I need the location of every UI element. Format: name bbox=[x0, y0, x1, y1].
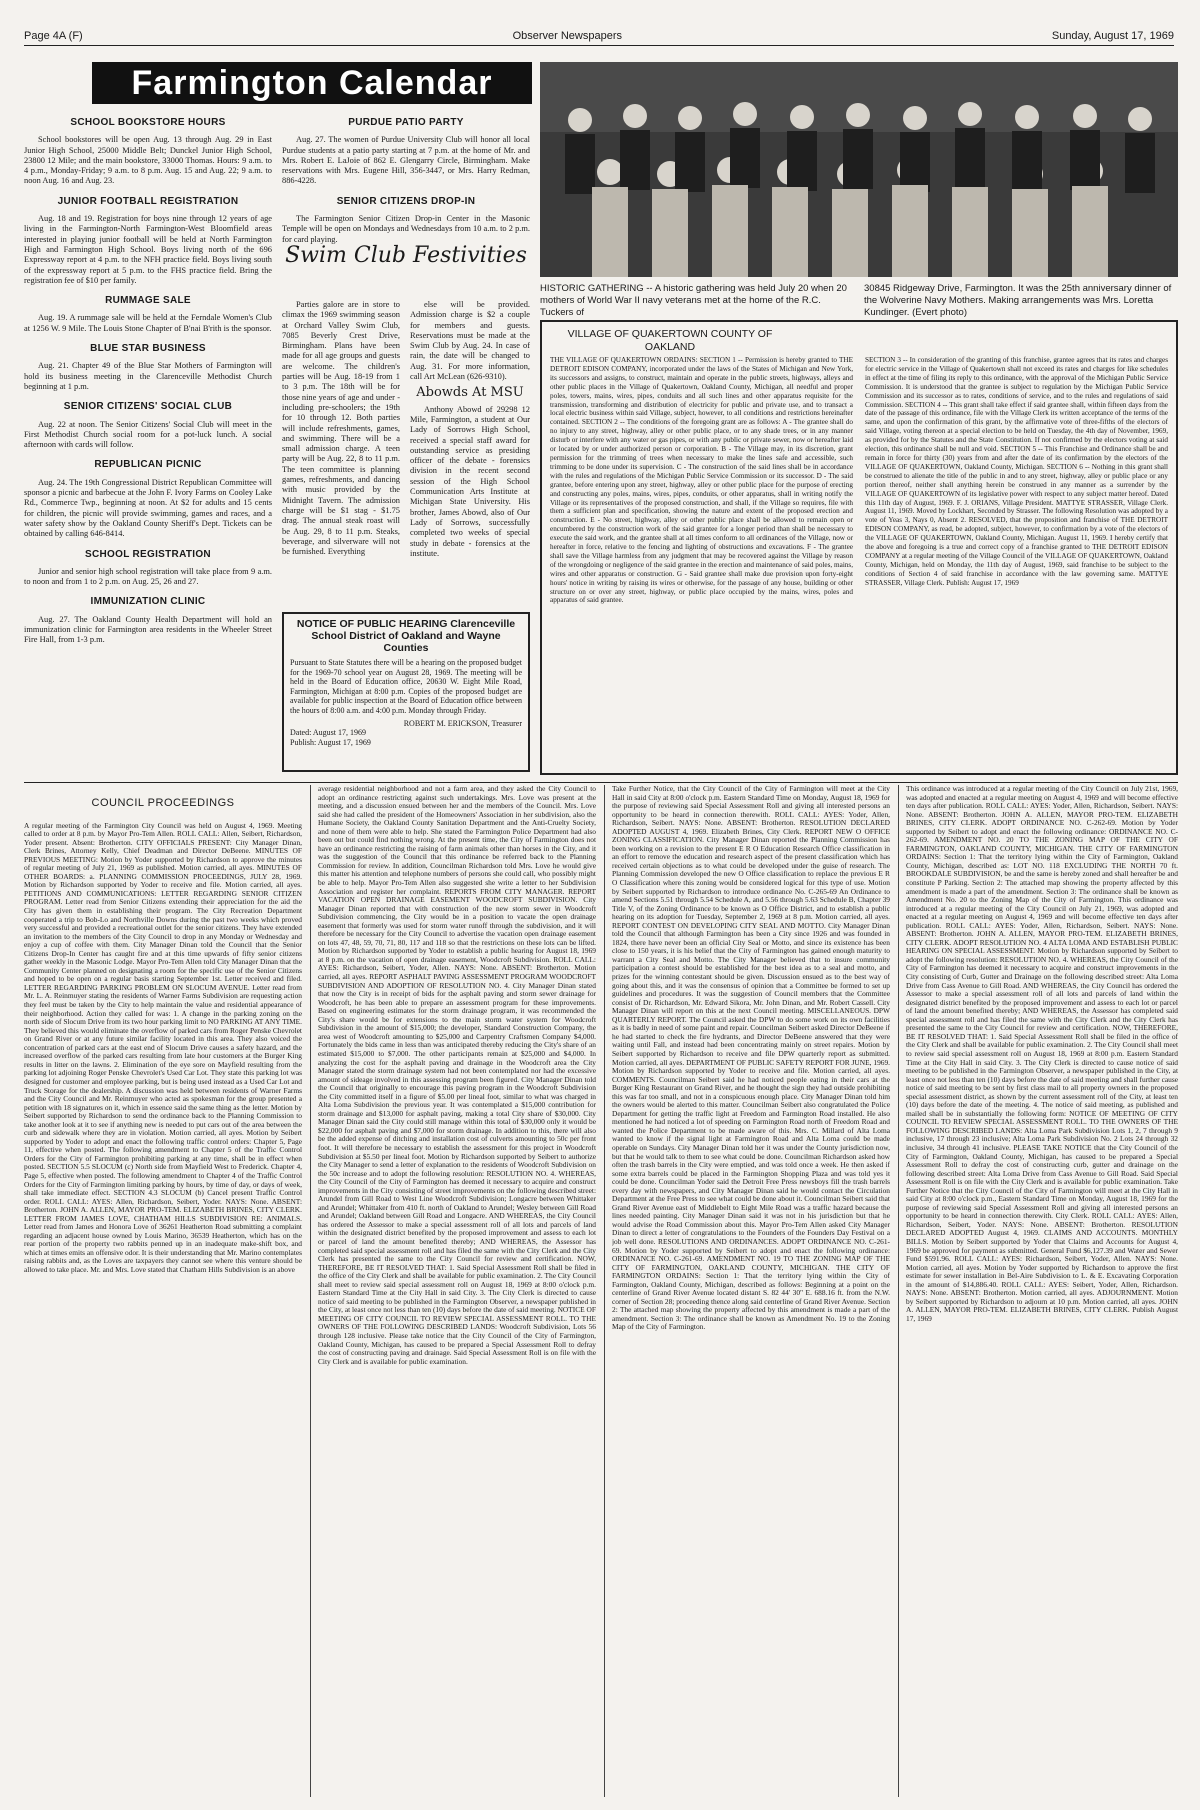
historic-gathering-photo bbox=[540, 62, 1178, 277]
council-proceedings bbox=[24, 785, 1178, 1805]
group-photo-image bbox=[540, 62, 1178, 277]
village-notice-col2: SECTION 3 -- In consideration of the granting of this franchise, grantee agrees that its rates and charges for electric service in the Village of Quakertown shall not exceed its rates and charges for like schedules in effect at the time of filing its reply to this ordinance, with the approval of the Michigan Public Service Commission. It is understood that the grantee is subject to regulation by the Michigan Public Service Commission and its successor as to rates, conditions of service, and to the rules and regulations of said Commission. SECTION 4 -- This grant shall take effect if said grantee shall, within fifteen days from the date of the passage of this ordinance, file with the Village Clerk its written acceptance of the terms of the same, and upon the confirmation of this grant, by the affirmative vote of three-fifths of the electors of said Village, voting thereon at a special election to be held on Tuesday, the 4th day of November, 1969, as provided for by the Statutes and the State Constitution. If not confirmed by the electors voting at said election, this ordinance shall be null and void. SECTION 5 -- This Franchise and Ordinance shall be and remain in force for thirty (30) years from and after the date of its confirmation by the electors of the VILLAGE OF QUAKERTOWN, Oakland County, Michigan. SECTION 6 -- Nothing in this grant shall be construed to alienate the title of the public in and to any street, highway, alley or public place or any portion thereof, neither shall anything herein be construed in any manner as a surrender by the VILLAGE OF QUAKERTOWN of its legislative power with respect to any subject matter hereof. Dated this 11th day of August, 1969. F. J. ORIANS, Village President. MATTYE STRASSER, Village Clerk. August 11, 1969. Moved by Lockhart, Seconded by Strasser. The following Resolution was adopted by a vote of Yeas 3, Nays 0, Absent 2. RESOLVED, that the proposition and franchise of THE DETROIT EDISON COMPANY, as read, be adopted, subject, however, to confirmation by a vote of the electors of the VILLAGE OF QUAKERTOWN, Oakland County, Michigan. August 11, 1969. I hereby certify that the above and foregoing is a true and correct copy of a franchise granted to THE DETROIT EDISON COMPANY at a regular meeting of the Village Council of the VILLAGE OF QUAKERTOWN, Oakland County, Michigan, held on Monday, the 11th day of August, 1969, said franchise to be subject to the conditions of Section 4 of said franchise in accordance with the law governing same. MATTYE STRASSER, Village Clerk. Publish: August 17, 1969 bbox=[865, 356, 1168, 587]
heading-abowds: Abowds At MSU bbox=[416, 385, 524, 401]
swim-club-paragraph-a: Parties galore are in store to climax the 1969 swimming season at Orchard Valley Swim Club, 7085 Beverly Crest Drive, Birmingham. Plans have been made for all age groups and guests are welcome. The children's parties will be Aug. 18-19 from 1 to 3 p.m. The 18th will be for those nine years of age and under - including pre-schoolers; the 19th for 10 through 12. Both parties will include refreshments, games, and swimming. There will be a small admission charge. A teen party will be Aug. 22, 8 to 11 p.m. The teen committee is planning games, refreshments, and dancing with music provided by the Midnight Tavern. The admission charge will be $1 stag - $1.75 drag. The annual steak roast will be Aug. 29, 8 to 11 p.m. Steaks, beverage, and silverware will not be furnished. Everything bbox=[282, 300, 400, 557]
text-senior-dropin: The Farmington Senior Citizen Drop-in Center in the Masonic Temple will be open on Mondays and Wednesdays from 10 a.m. to 2 p.m. for card playing. bbox=[282, 214, 530, 244]
photo-caption bbox=[540, 283, 1178, 319]
heading-immunization: IMMUNIZATION CLINIC bbox=[90, 596, 206, 608]
heading-republican-picnic: REPUBLICAN PICNIC bbox=[94, 459, 202, 471]
text-purdue-patio: Aug. 27. The women of Purdue University Club will honor all local Purdue students at a patio party starting at 7 p.m. at the home of Mr. and Mrs. Robert E. LaJoie of 862 E. Glengarry Circle, Birmingham. Make reservations with Mrs. Eugene Hill, 356-3447, or Mrs. Harry Redman, 886-4228. bbox=[282, 135, 530, 186]
text-republican-picnic: Aug. 24. The 19th Congressional District Republican Committee will sponsor a picnic and barbecue at the John F. Ivory Farms on Cooley Lake Rd., Commerce Twp., beginning at noon. At $2 for adults and 15 cents for children, the picnic will provide swimming, games and races, and a water safety show by the Oakland County Sheriff's Dept. Tickets can be obtained by calling 646-8414. bbox=[24, 477, 272, 539]
text-immunization: Aug. 27. The Oakland County Health Department will hold an immunization clinic for Farmington area residents in the Wheeler Street Fire Hall, from 1-3 p.m. bbox=[24, 614, 272, 645]
council-col1 bbox=[24, 785, 302, 1797]
text-blue-star: Aug. 21. Chapter 49 of the Blue Star Mothers of Farmington will hold its business meeting in the Clarenceville Methodist Church beginning at 1 p.m. bbox=[24, 361, 272, 391]
public-hearing-title: NOTICE OF PUBLIC HEARING Clarenceville School District of Oakland and Wayne Counties bbox=[296, 618, 516, 654]
publisher-name: Observer Newspapers bbox=[512, 30, 622, 42]
text-school-bookstore: School bookstores will be open Aug. 13 through Aug. 29 in East Junior High School, 25000 Middle Belt; Dunckel Junior High School, 23800 12 Mile; and the main bookstore, 33000 Thomas. Hours: 9 a.m. to 4 p.m., Monday-Friday; 9 a.m. to 8 p.m. Aug. 15 and Aug. 22; 9 a.m. to noon Aug. 16 and Aug. 23. bbox=[24, 135, 272, 186]
village-notice bbox=[540, 320, 1178, 775]
text-school-registration: Junior and senior high school registration will take place from 9 a.m. to noon and from 1 to 2 p.m. on Aug. 25, 26 and 27. bbox=[24, 566, 272, 587]
council-col2 bbox=[318, 785, 596, 1797]
heading-school-bookstore: SCHOOL BOOKSTORE HOURS bbox=[70, 117, 226, 128]
public-hearing-dated: Dated: August 17, 1969 bbox=[290, 728, 366, 738]
caption-right: 30845 Ridgeway Drive, Farmington. It was the 25th anniversary dinner of the Wolverine Navy Mothers. Making arrangements was Mrs. Loretta Kundinger. (Evert photo) bbox=[864, 283, 1172, 318]
swim-club-paragraph-b: else will be provided. Admission charge is $2 a couple for members and guests. Reservations must be made at the Swim Club by Aug. 24. In case of rain, the date will be changed to Aug. 31. For more information, call Art McLean (626-9310). bbox=[410, 300, 530, 382]
issue-date: Sunday, August 17, 1969 bbox=[1051, 30, 1174, 42]
village-notice-col1: THE VILLAGE OF QUAKERTOWN ORDAINS: SECTION 1 -- Permission is hereby granted to THE DETROIT EDISON COMPANY, incorporated under the laws of the States of Michigan and New York, its successors and assigns, to construct, maintain and operate in the public streets, highways, alleys and other public places in the Village of Quakertown, Oakland County, Michigan, all needful and proper poles, towers, mains, wires, pipes, conduits and all such lines and other apparatus requisite for the transmission, transforming and distribution of electricity for public and private use, and to transact a local electric business within said Village, subject, however, to all conditions and restrictions hereinafter contained. SECTION 2 -- The conditions of the foregoing grant are as follows: A - The grantee shall do no injury to any street, highway, alley or other public place, or to any shade trees, or in any manner disturb or interfere with any water or gas pipes, or with any public or private sewer, now or hereafter laid or located by or under authorized person or corporation. B - The Village may, in its discretion, grant permission for the trimming of trees when necessary to make the lines safe and accessible, such trimming to be done under its supervision. C - The construction of the said lines shall be in accordance with the rules and regulations of the Michigan Public Service Commission or its successor. D - The said grantee, before entering upon any street, highway, alley or other public place for the purpose of erecting and constructing any poles, mains, wires, pipes, conduits, or other apparatus, shall in writing notify the Village or its representatives of the proposed construction, and shall, if the Village so requires, file with them a sufficient plan and specification, showing the nature and extent of the proposed erection and construction. E - No street, highway, alley or other public place shall be allowed to remain open or encumbered by the construction work of the said grantee for a longer period than shall be necessary to execute the said work, and the grantee shall at all times conform to all ordinances of the Village, now or hereafter in force, relative to the fencing and lighting of obstructions and excavations. F - The grantee shall save the Village harmless from any judgment that may be recovered against the Village by reason of the wrongdoing or negligence of the said grantee in the erection and maintenance of said poles, mains, wires and other apparatus or construction. G - Said grantee shall make due provision upon forty-eight hours' notice in writing by raising its wires or otherwise, for the passage of any house, building or other structure on or over any street, highway, or public place occupied by the mains, wires, poles and apparatus of said grantee. bbox=[550, 356, 853, 605]
caption-left: HISTORIC GATHERING -- A historic gathering was held July 20 when 20 mothers of World War II navy veterans met at the home of the R.C. Tuckers of bbox=[540, 283, 847, 318]
section-banner: Farmington Calendar bbox=[92, 62, 532, 104]
page-number: Page 4A (F) bbox=[24, 30, 83, 42]
council-col2-text: average residential neighborhood and not a farm area, and they asked the City Council to adopt an ordinance restricting against such undertakings. Mrs. Love was present at the meeting, and a discussion ensued between her and the members of the Council. Mrs. Love said she had called the president of the Homeowners' Association in her subdivision, also the Humane Society, the Oakland County Sanitation Department and the Anti-Cruelty Society, and none of them were able to help. She stated the Farmington Police Department had also been out but could find nothing wrong. At the present time, the City of Farmington does not have an ordinance restricting the raising of farm animals other than horses in the City, and it was the suggestion of the Council that this ordinance be referred back to the Planning Commission for review. In addition, Councilman Richardson told Mrs. Love he would give this matter his attention and telephone numbers of persons she could call, who possibly might be able to help. Mayor Pro-Tem Allen also suggested she write a letter to her Subdivision Association and register her complaint. REPORTS FROM CITY MANAGER. REPORT VACATION OPEN DRAINAGE EASEMENT WOODCROFT SUBDIVISION. City Manager Dinan reported that with construction of the new storm sewer in Woodcroft Subdivision commencing, the City would be in a position to vacate the open drainage easement that formerly was used for storm water runoff through the subdivision, and it will therefore be necessary for the City Council to advertise the vacation open drainage easement on lots 47, 48, 59, 70, 71, 80, 117 and 118 so that the restrictions on these lots can be lifted. Motion by Richardson supported by Yoder to establish a public hearing for August 18, 1969 at 8 p.m. on the vacation of open drainage easement, Woodcroft Subdivision. ROLL CALL: AYES: Richardson, Seibert, Yoder, Allen. NAYS: None. ABSENT: Brotherton. Motion carried, all ayes. REPORT ASPHALT PAVING ASSESSMENT PROGRAM WOODCROFT SUBDIVISION AND ADOPTION OF RESOLUTION NO. 4. City Manager Dinan stated that now the City is in receipt of bids for the asphalt paving and storm sewer drainage for Woodcroft, he has been able to prepare an assessment program for these improvements. Based on engineering estimates for the storm drainage program, it was recommended the City's share would be for extensions to the main storm water system for Woodcroft Subdivision in the amount of $15,000; the developer, Standard Construction Company, the area west of Woodcroft amounting to $25,000 and Carpentry Craftsmen Company $4,000. Fortunately the bids came in less than was anticipated thereby reducing the City's share of an estimated $15,000 to $7,000. The other participants remain at $25,000 and $4,000. In analyzing the cost for the asphalt paving and drainage in the Woodcroft area the City Manager stated the storm drainage system had not been contemplated nor had the excessive amount of sideage involved in this assessing program been figured. City Manager Dinan told the Council that originally to encourage this paving program in the Woodcroft Subdivision the City committed itself in a figure of $5.00 per lineal foot, similar to what was charged in Alta Loma Subdivision the previous year. It was contemplated a $15,000 contribution for storm drainage and $13,000 for asphalt paving, making a total City share of $30,000. City Manager Dinan said the City could still manage within this total of $30,000 only it would be $22,000 for asphalt paving and $7,000 for storm drainage. In addition to this, there will also be the added expense of ditching and installation cost of culverts amounting to 50c per front foot. It will therefore be necessary to establish the assessment for this project in Woodcroft Subdivision at $5.50 per lineal foot. Motion by Richardson supported by Seibert to authorize the City Manager to send a letter of explanation to the residents of Woodcroft Subdivision on the 50c increase and to adopt the following resolution: RESOLUTION NO. 4. WHEREAS, the City Council of the City of Farmington has deemed it necessary to acquire and construct improvements in the City consisting of street improvements on the following described street: Arundel from Gill Road to West Line Woodcroft Subdivision; Longacre between Whittaker and Arundel; Whittaker from 410 ft. north of Oakland to Arundel; Wesley between Gill Road and Arundel; Oakland between Gill Road and Longacre. AND WHEREAS, the City Council has ordered the Assessor to make a special assessment roll of all lots and parcels of land within the designated district benefited by the proposed improvement and assess to each lot or parcel of land the amount benefited thereby; AND WHEREAS, the Assessor has completed said special assessment roll and has filed the same with the City Clerk and the City Clerk has presented the same to the City Council for review and certification. NOW, THEREFORE, BE IT RESOLVED THAT: 1. Said Special Assessment Roll shall be filed in the office of the City Clerk and shall be available for public examination. 2. The City Council shall meet to review said special assessment roll on August 18, 1969 at 8:00 o'clock p.m. Eastern Standard Time at the City Hall in said City. 3. The City Clerk is directed to cause notice of said meeting to be published in the Farmington Observer, a newspaper published in the City, at least once not less than ten (10) days before the date of said meeting. NOTICE OF MEETING OF CITY COUNCIL TO REVIEW SPECIAL ASSESSMENT ROLL. TO THE OWNERS OF THE FOLLOWING DESCRIBED LANDS: Woodcroft Subdivision, Lots 56 through 128 inclusive. Please take notice that the City Council of the City of Farmington, Oakland County, Michigan, has caused to be prepared a Special Assessment Roll to defray the cost of constructing paving and drainage. Said Special Assessment Roll is on file with the City Clerk and is available for public examination. bbox=[318, 785, 596, 1366]
text-abowds: Anthony Abowd of 29298 12 Mile, Farmington, a student at Our Lady of Sorrows High School, received a special staff award for outstanding service as presiding officer of the debate - forensics division in the recent second session of the High School Communication Arts Institute at Michigan State University. His brother, James Abowd, also of Our Lady of Sorrows, successfully completed two weeks of special study in debate - forensics at the institute. bbox=[410, 404, 530, 558]
calendar-column-left bbox=[24, 108, 272, 778]
heading-rummage-sale: RUMMAGE SALE bbox=[105, 295, 191, 307]
column-rule-3 bbox=[898, 785, 899, 1797]
text-senior-social: Aug. 22 at noon. The Senior Citizens' Social Club will meet in the First Methodist Church social room for a pot-luck lunch. A social afternoon with cards will follow. bbox=[24, 419, 272, 450]
section-divider bbox=[24, 782, 1178, 783]
page-header bbox=[24, 30, 1174, 46]
text-junior-football: Aug. 18 and 19. Registration for boys nine through 12 years of age living in the Farmington-North Farmington-West Bloomfield areas interested in playing junior football will be held at North Farmington High and Farmington High School. Boys living north of the 696 Expressway report at 4 p.m. to the NFH practice field. Boys living south of the expressway report at 5 p.m. to the FHS practice field. Bring the registration fee of $10 per family. bbox=[24, 214, 272, 285]
column-rule-1 bbox=[310, 785, 311, 1797]
swim-club-text-b bbox=[410, 300, 530, 600]
heading-junior-football: JUNIOR FOOTBALL REGISTRATION bbox=[57, 195, 239, 207]
public-hearing-publish: Publish: August 17, 1969 bbox=[290, 737, 371, 747]
text-rummage-sale: Aug. 19. A rummage sale will be held at the Ferndale Women's Club at 1256 W. 9 Mile. The Louis Stone Chapter of B'nai B'rith is the sponsor. bbox=[24, 313, 272, 333]
heading-purdue-patio: PURDUE PATIO PARTY bbox=[348, 117, 464, 128]
heading-senior-social: SENIOR CITIZENS' SOCIAL CLUB bbox=[63, 401, 233, 413]
village-notice-title: VILLAGE OF QUAKERTOWN COUNTY OF OAKLAND bbox=[567, 328, 773, 353]
heading-school-registration: SCHOOL REGISTRATION bbox=[85, 548, 211, 560]
public-hearing-signer: ROBERT M. ERICKSON, Treasurer bbox=[403, 718, 522, 728]
council-col1-text: A regular meeting of the Farmington City Council was held on August 4, 1969. Meeting called to order at 8 p.m. by Mayor Pro-Tem Allen. ROLL CALL: Allen, Seibert, Richardson, Yoder present. Absent: Brotherton. CITY OFFICIALS PRESENT: City Manager Dinan, Clerk Brines, Attorney Kelly, Chief Deadman and Director DeBeene. MINUTES OF PREVIOUS MEETING: Motion by Yoder supported by Richardson to approve the minutes of regular meeting of July 21, 1969 as published. Motion carried, all ayes. MINUTES OF OTHER BOARDS: a. PLANNING COMMISSION PROCEEDINGS, JULY 28, 1969. Motion by Richardson supported by Yoder to receive and file. Motion carried, all ayes. PETITIONS AND COMMUNICATIONS: LETTER REGARDING SENIOR CITIZEN PROGRAM. Letter read from Senior Citizens extending their appreciation for the aid the City has given them in establishing their program. The City Recreation Department cooperated a trip to Bob-Lo and Northville Downs during the past two weeks which proved very successful and provided a recreational outlet for the senior citizens. They have extended an invitation to the members of the City Council to drop in any Monday or Wednesday and enjoy a cup of coffee with them. City Manager Dinan told the Council that the Senior Citizens Drop-In Center has caught fire and at this time upwards of fifty senior citizens gather weekly in the Masonic Lodge. Mayor Pro-Tem Allen told City Manager Dinan that the Community Center planned on designating a room for the specific use of the Senior Citizens and hoped to be open on a regular basis starting September 1st. Letter received and filed. LETTER REGARDING PARKING PROBLEM ON SLOCUM AVENUE. Letter read from Mr. L. A. Reinmuyer stating the residents of Warner Farms Subdivision are requesting action they feel must be taken by the City to help maintain the value and residential appearance of their neighborhood. Action they called for was: 1. A change in the parking zoning on the north side of Slocum Drive from its two hour parking limit to NO PARKING AT ANY TIME. They believed this would eliminate the overflow of parked cars from Roger Penske Chevrolet on Grand River or at any future similar facility located in this area. They also voiced the concentration of parked cars at the east end of Slocum Drive causes a safety hazard, and the increased overflow of the parked cars resulting from late hour customers at the Burger King results in litter on the lawns. 2. Elimination of the eye sore on Mayfield resulting from the parking lot adjoining Roger Penske Chevrolet's Used Car Lot. They state this parking lot was designed for customer and employee parking, but is being used instead as a Used Car Lot and Truck Storage for the dealership. A discussion was held between residents of Warner Farms and the City Council and Mr. Reinmuyer who acted as spokesman for the group presented a petition with 18 signatures on it, which in essence said the same thing as the letter. Motion by Seibert supported by Richardson to send the ordinance back to the Planning Commission to take another look at it to see if anything new is needed to put cars out of the area between the curb and sidewalk where they are in violation. Motion carried, all ayes. Motion by Seibert supported by Yoder to adopt and enact the following traffic control orders: Chapter 5, Page 11, effective when posted. The following amendment to Chapter 5 of the Traffic Control Orders for the City of Farmington prohibiting parking at any time, shall be in effect when posted. SECTION 5.5 SLOCUM (c) North side from Mayfield West to Frederick. Chapter 4, Page 5, effective when posted. The following amendment to Chapter 4 of the Traffic Control Orders for the City of Farmington limiting parking by hours, by time of day, or days of week, shall take immediate effect. SECTION 4.3 SLOCUM (b) Cancel present Traffic Control order. ROLL CALL: AYES: Allen, Richardson, Seibert, Yoder. NAYS: None. ABSENT: Brotherton. JOHN A. ALLEN, MAYOR PRO-TEM. ELIZABETH BRINES, CITY CLERK. LETTER FROM JAMES LOVE, CHATHAM HILLS SUBDIVISION RE: ANIMALS. Letter read from James and Honora Love of 36261 Heatherton Road submitting a complaint regarding an adjacent house owned by Louis Marino, 36539 Heatherton, which has on the rear portion of the property two rabbits penned up in an inadequate make-shift box, and which at times emits an offensive odor. It is their understanding that Mr. Marino contemplates raising rabbits and, as the Loves are taxpayers they cannot see where this venture should be allowed to take place. Mr. and Mrs. Love stated that Chatham Hills Subdivision is an above bbox=[24, 820, 302, 1274]
council-col4-text: This ordinance was introduced at a regular meeting of the City Council on July 21st, 1969, was adopted and enacted at a regular meeting on August 4, 1969 and will become effective ten days after publication. ROLL CALL: AYES: Yoder, Allen, Richardson, Seibert. NAYS: None. ABSENT: Brotherton. JOHN A. ALLEN, MAYOR PRO-TEM. ELIZABETH BRINES, CITY CLERK. ADOPT ORDINANCE NO. C-262-69. Motion by Yoder supported by Seibert to adopt and enact the following ordinance: ORDINANCE NO. C-262-69. AMENDMENT NO. 20 TO THE ZONING MAP OF THE CITY OF FARMINGTON, OAKLAND COUNTY, MICHIGAN. THE CITY OF FARMINGTON ORDAINS: Section 1: That the territory lying within the City of Farmington, Oakland County, Michigan, described as: LOT NO. 118 EXCLUDING THE NORTH 70 ft. BROOKDALE SUBDIVISION, be and the same is hereby zoned and shall hereafter be and constitute P Parking. Section 2: The attached map showing the property affected by this amendment is made a part of the amendment. Section 3: The ordinance shall be known as Amendment No. 20 to the Zoning Map of the City of Farmington. This ordinance was introduced at a regular meeting of the City Council on July 21, 1969, was adopted and enacted at a regular meeting on August 4, 1969 and will become effective ten days after publication. ROLL CALL: AYES: Yoder, Allen, Richardson, Seibert. NAYS: None. ABSENT: Brotherton. JOHN A. ALLEN, MAYOR PRO-TEM. ELIZABETH BRINES, CITY CLERK. ADOPT RESOLUTION NO. 4 ALTA LOMA AND ESTABLISH PUBLIC HEARING ON SPECIAL ASSESSMENT. Motion by Richardson supported by Seibert to adopt the following resolution: RESOLUTION NO. 4. WHEREAS, the City Council of the City of Farmington has deemed it necessary to acquire and construct improvements in the City consisting of Curb, Gutter and Drainage on the following described street: Alta Loma Drive from Cass Avenue to Gill Road. AND WHEREAS, the City Council has ordered the Assessor to make a special assessment roll of all lots and parcels of land within the designated district benefited by the proposed improvement and assess to each lot or parcel of land the amount benefited thereby; AND WHEREAS, the Assessor has completed said special assessment roll and has filed the same with the City Clerk and the City Clerk has presented the same to the City Council for review and certification. NOW, THEREFORE, BE IT RESOLVED THAT: 1. Said Special Assessment Roll shall be filed in the office of the City Clerk and shall be available for public examination. 2. The City Council shall meet to review said special assessment roll on August 18, 1969 at 8:00 p.m. Eastern Standard Time at the City Hall in said City. 3. The City Clerk is directed to cause notice of said meeting to be published in the Farmington Observer, a newspaper published in the City, at least once not less than ten (10) days before the date of said meeting and shall further cause notice of said meeting to be sent by first class mail to all property owners in the proposed special assessment district, as shown by the current assessment roll of the City, at least ten (10) days before the date of the meeting. 4. The notice of said meeting, as published and mailed shall be in substantially the following form: NOTICE OF MEETING OF CITY COUNCIL TO REVIEW SPECIAL ASSESSMENT ROLL. TO THE OWNERS OF THE FOLLOWING DESCRIBED LANDS: Alta Loma Park Subdivision Lots 1, 2, 7 through 9 inclusive, 17 through 23 inclusive; Alta Loma Park Subdivision No. 2 Lots 24 through 32 inclusive, 34 through 41 inclusive. PLEASE TAKE NOTICE that the City Council of the City of Farmington, Oakland County, Michigan, has caused to be prepared a Special Assessment Roll to defray the cost of constructing curb, gutter and drainage on the following described street: Alta Loma Drive from Cass Avenue to Gill Road. Said Special Assessment Roll is on file with the City Clerk and is available for public examination. Take Further Notice that the City Council of the City of Farmington will meet at the City Hall in said City at 8:00 o'clock p.m., Eastern Standard Time on Monday, August 18, 1969 for the purpose of reviewing said Special Assessment Roll and giving all interested persons an opportunity to be heard in connection therewith. City Clerk. ROLL CALL: AYES: Allen, Richardson, Seibert, Yoder. NAYS: None. ABSENT: Brotherton. RESOLUTION DECLARED ADOPTED August 4, 1969. CLAIMS AND ACCOUNTS. MONTHLY BILLS. Motion by Seibert supported by Yoder that Claims and Accounts for August 4, 1969 be approved for payment as submitted. General Fund $6,127.39 and Water and Sewer Fund $591.96. ROLL CALL: AYES: Richardson, Seibert, Yoder, Allen. NAYS: None. Motion carried, all ayes. Motion by Yoder supported by Richardson to approve the first estimate for sewer installation in Bel-Aire Subdivision to L. & E. Excavating Corporation in the amount of $14,886.40. ROLL CALL: AYES: Seibert, Yoder, Allen, Richardson. NAYS: None. ABSENT: Brotherton. Motion carried, all ayes. ADJOURNMENT. Motion by Seibert supported by Richardson to adjourn at 10 p.m. Motion carried, all ayes. JOHN A. ALLEN, MAYOR PRO-TEM. ELIZABETH BRINES, CITY CLERK. Publish August 17, 1969 bbox=[906, 785, 1178, 1323]
heading-blue-star: BLUE STAR BUSINESS bbox=[90, 343, 206, 355]
column-rule-2 bbox=[604, 785, 605, 1797]
public-hearing-notice bbox=[282, 612, 530, 772]
public-hearing-text: Pursuant to State Statutes there will be a hearing on the proposed budget for the 1969-70 school year on August 28, 1969. The meeting will be held in the Board of Education office, 20630 W. Eight Mile Road, Farmington, Michigan at 8:00 p.m. Copies of the proposed budget are available for public inspection at the Board of Education office between the hours of 8:00 a.m. and 4:00 p.m. Monday through Friday. bbox=[290, 658, 522, 715]
council-title: COUNCIL PROCEEDINGS bbox=[91, 797, 235, 809]
swim-club-text-a bbox=[282, 300, 400, 600]
heading-swim-club: Swim Club Festivities bbox=[285, 242, 527, 268]
council-col4 bbox=[906, 785, 1178, 1797]
heading-senior-dropin: SENIOR CITIZENS DROP-IN bbox=[336, 195, 476, 207]
council-col3-text: Take Further Notice, that the City Council of the City of Farmington will meet at the City Hall in said City at 8:00 o'clock p.m. Eastern Standard Time on Monday, August 18, 1969 for the purpose of reviewing said Special Assessment Roll and giving all interested persons an opportunity to be heard in connection therewith. ROLL CALL: AYES: Yoder, Allen, Richardson, Seibert. NAYS: None. ABSENT: Brotherton. RESOLUTION DECLARED ADOPTED AUGUST 4, 1969. Elizabeth Brines, City Clerk. REPORT NEW O OFFICE ZONING CLASSIFICATION. City Manager Dinan reported the Planning Commission has been working on a revision to the present E R O Education Research Office classification in an effort to remove the education and research aspect of the present classification which has received certain objections as to what could be developed under the guise of research. The Planning Commission developed the new O Office classification to replace the previous E R O Classification where this zoning would be considered logical for this type of use. Motion by Seibert supported by Richardson to introduce ordinance No. C-265-69 An Ordinance to amend Sections 5.51 through 5.54 Schedule A, and 5.56 through 5.63 Schedule B, Chapter 39 Title V, of the Zoning Ordinance to be known as O Office District, and to establish a public hearing on its adoption for Tuesday, September 2, 1969 at 8 p.m. Motion carried, all ayes. REPORT CONTEST ON DEVELOPING CITY SEAL AND MOTTO. City Manager Dinan told the Council that although Farmington has been a City since 1926 and was founded in 1824, there have never been an official City Seal or Motto, and since its existence has been close to 150 years, it is his belief that the City of Farmington has gained enough maturity to warrant a City Seal and Motto. The City Manager believed that to insure community participation a contest should be established for the best idea as to a seal and motto, and prizes for the winning contestant should be given. Discussion ensued as to the best way of going about this, and it was the consensus of opinion that a Committee be formed to set up guidelines and procedures. It was the suggestion of Council members that the Committee consist of Dr. Richardson, Mr. Edward Sikora, Mr. John Dinan, and Mr. Robert Cassell. City Manager Dinan will report on this at the next Council meeting. MISCELLANEOUS. DPW QUARTERLY REPORT. The Council asked the DPW to do some work on its own facilities as it is badly in need of some paint and repair. Councilman Seibert asked Director DeBeene if he had started to check the fire hydrants, and Director DeBeene answered that they were waiting until Fall, and instead had been concentrating mainly on street repairs. Motion by Seibert supported by Richardson to receive and file DPW quarterly report as submitted. Motion carried, all ayes. DEPARTMENT OF PUBLIC SAFETY REPORT FOR JUNE, 1969. Motion by Richardson supported by Yoder to receive and file. Motion carried, all ayes. COMMENTS. Councilman Seibert said he had noticed people eating in their cars at the Burger King Restaurant on Grand River, and he thought the sign they had outside prohibiting this was far too small, and not in a conspicuous enough place. City Manager Dinan told him the owners would be alerted to this matter. Councilman Seibert also congratulated the Police Department for getting the traffic light at Freedom and Farmington Road installed. He also mentioned he had noticed a lot of speeding on Farmington Road north of Freedom Road and wanted the Police Department to be made aware of this. Mrs. C. Millard of Alta Loma wanted to know if the signal light at Farmington Road and Alta Loma could be made operable on Sundays. City Manager Dinan told her it was under the County jurisdiction now, but that he would talk to them to see what could be done. Councilman Richardson asked how often the trash barrels in the City were emptied, and was told once a week. He then asked if some extra barrels could be placed in the Farmington Shopping Plaza and was told yes it could be done. Councilman Yoder said the Detroit Free Press newsboys fill the trash barrels every day with newspapers, and City Manager Dinan said he would contact the Circulation Department at the Free Press to see what could be done about it. Councilman Seibert said that Grand River Avenue east of Middlebelt to Eight Mile Road was a traffic hazard because the lines needed painting. City Manager Dinan said it was not in his jurisdiction but that he would advise the Road Commission about this. Mayor Pro-Tem Allen asked City Manager Dinan to direct a letter of congratulations to the Founders of the Founders Day Festival on a job well done. RESOLUTIONS AND ORDINANCES. ADOPT ORDINANCE NO. C-261-69. Motion by Yoder supported by Seibert to adopt and enact the following ordinance: ORDINANCE NO. C-261-69. AMENDMENT NO. 19 TO THE ZONING MAP OF THE CITY OF FARMINGTON, OAKLAND COUNTY, MICHIGAN. THE CITY OF FARMINGTON ORDAINS: Section 1: That the territory lying within the City of Farmington, Oakland County, Michigan, described as follows: Beginning at a point on the centerline of Grand River Avenue located distant S. 82 44' 30" E. 688.16 ft. from the N.W. corner of Section 28; proceeding thence along said centerline of Grand River Avenue. Section 2: The attached map showing the property affected by this amendment is made a part of the amendment. Section 3: The ordinance shall be known as Amendment No. 19 to the Zoning Map of the City of Farmington. bbox=[612, 785, 890, 1332]
council-col3 bbox=[612, 785, 890, 1797]
